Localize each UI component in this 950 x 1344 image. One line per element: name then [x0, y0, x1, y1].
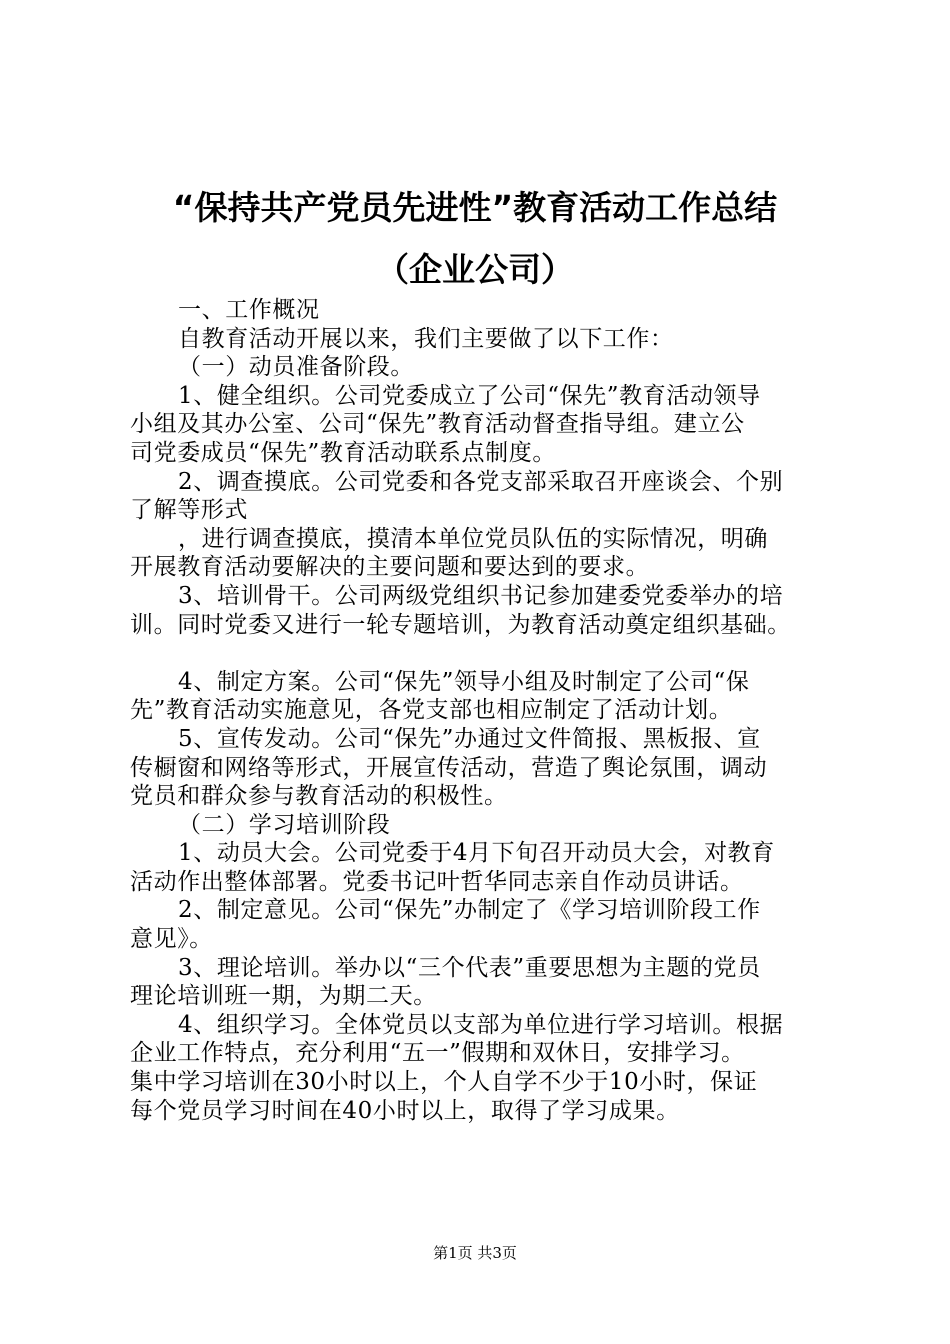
paragraph-line: 了解等形式: [130, 497, 248, 524]
paragraph-line: 4、组织学习。全体党员以支部为单位进行学习培训。根据: [178, 1011, 784, 1038]
paragraph-line: 训。同时党委又进行一轮专题培训，为教育活动奠定组织基础。: [130, 611, 791, 638]
paragraph-line: 开展教育活动要解决的主要问题和要达到的要求。: [130, 554, 650, 581]
paragraph-line: 5、宣传发动。公司“保先”办通过文件简报、黑板报、宣: [178, 725, 761, 752]
subsection-heading: （二）学习培训阶段: [178, 811, 391, 838]
paragraph-line: 每个党员学习时间在40小时以上，取得了学习成果。: [130, 1097, 680, 1124]
document-title: “保持共产党员先进性”教育活动工作总结: [172, 188, 778, 227]
paragraph-line: 活动作出整体部署。党委书记叶哲华同志亲自作动员讲话。: [130, 868, 744, 895]
paragraph-line: 理论培训班一期，为期二天。: [130, 983, 437, 1010]
paragraph-line: 集中学习培训在30小时以上，个人自学不少于10小时，保证: [130, 1069, 758, 1096]
paragraph-line: 1、动员大会。公司党委于4月下旬召开动员大会，对教育: [178, 840, 775, 867]
paragraph-line: 2、调查摸底。公司党委和各党支部采取召开座谈会、个别: [178, 468, 784, 495]
paragraph-line: 意见》。: [130, 926, 213, 953]
paragraph-line: 企业工作特点，充分利用“五一”假期和双休日，安排学习。: [130, 1040, 745, 1067]
paragraph-line: 小组及其办公室、公司“保先”教育活动督查指导组。建立公: [130, 411, 745, 438]
document-subtitle: （企业公司）: [376, 250, 574, 289]
paragraph-line: 3、培训骨干。公司两级党组织书记参加建委党委举办的培: [178, 582, 784, 609]
paragraph-line: 自教育活动开展以来，我们主要做了以下工作：: [178, 325, 674, 352]
paragraph-line: 司党委成员“保先”教育活动联系点制度。: [130, 439, 556, 466]
subsection-heading: （一）动员准备阶段。: [178, 354, 414, 381]
blank-line: [130, 639, 850, 668]
paragraph-line: 党员和群众参与教育活动的积极性。: [130, 783, 508, 810]
paragraph-line: ，进行调查摸底，摸清本单位党员队伍的实际情况，明确: [178, 525, 768, 552]
paragraph-line: 4、制定方案。公司“保先”领导小组及时制定了公司“保: [178, 668, 750, 695]
section-heading: 一、工作概况: [178, 297, 320, 323]
paragraph-line: 3、理论培训。举办以“三个代表”重要思想为主题的党员: [178, 954, 761, 981]
paragraph-line: 先”教育活动实施意见，各党支部也相应制定了活动计划。: [130, 697, 733, 724]
paragraph-line: 传橱窗和网络等形式，开展宣传活动，营造了舆论氛围，调动: [130, 754, 768, 781]
paragraph-line: 2、制定意见。公司“保先”办制定了《学习培训阶段工作: [178, 897, 761, 924]
paragraph-line: 1、健全组织。公司党委成立了公司“保先”教育活动领导: [178, 382, 761, 409]
page-footer: 第1页 共3页: [433, 1244, 517, 1262]
document-body: [130, 296, 850, 1125]
